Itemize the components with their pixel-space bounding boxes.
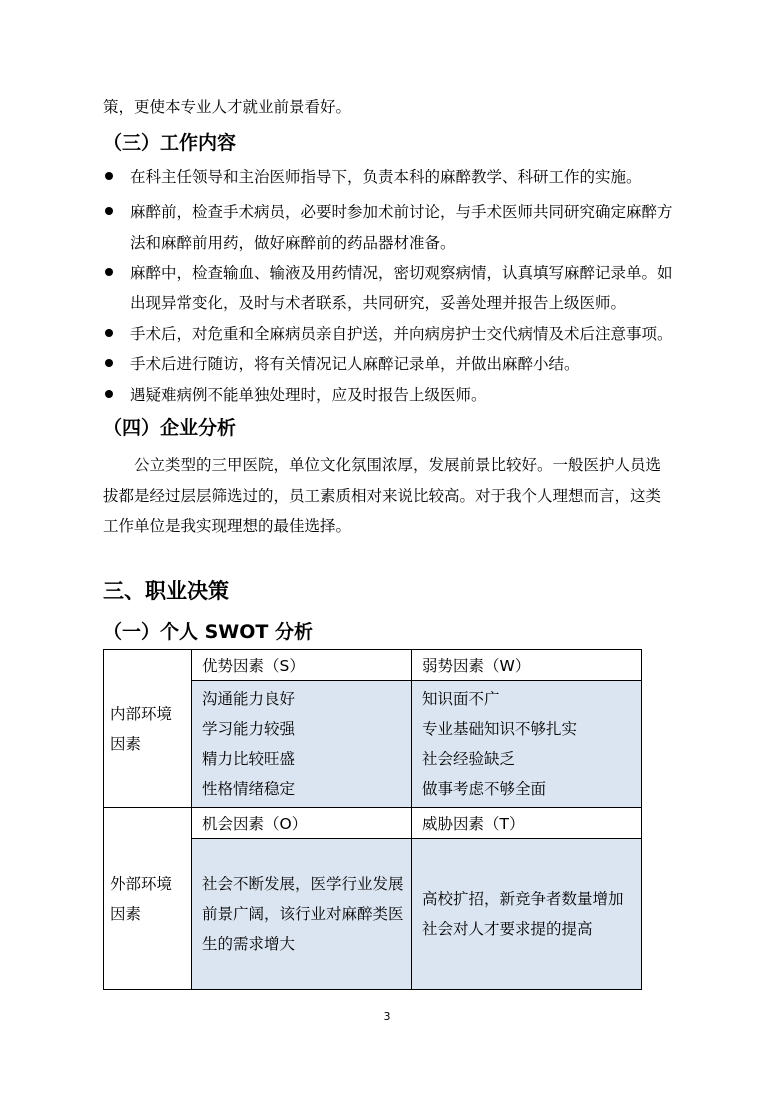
chapter-heading: 三、职业决策 xyxy=(103,579,229,603)
bullet-text-continued: 出现异常变化，及时与术者联系，共同研究，妥善处理并报告上级医师。 xyxy=(130,294,627,312)
bullet-text: 手术后，对危重和全麻病员亲自护送，并向病房护士交代病情及术后注意事项。 xyxy=(130,325,673,343)
strengths-cell xyxy=(192,681,412,808)
intro-line: 策，更使本专业人才就业前景看好。 xyxy=(103,98,352,116)
bullet-text: 麻醉中，检查输血、输液及用药情况，密切观察病情，认真填写麻醉记录单。如 xyxy=(130,264,673,282)
weaknesses-header: 弱势因素（W） xyxy=(412,650,642,681)
paragraph-line: 公立类型的三甲医院，单位文化氛围浓厚，发展前景比较好。一般医护人员选 xyxy=(134,456,662,474)
paragraph-line: 工作单位是我实现理想的最佳选择。 xyxy=(103,517,352,535)
label-line: 因素 xyxy=(110,734,142,753)
weakness-item: 知识面不广 xyxy=(422,690,500,708)
opportunities-cell xyxy=(192,839,412,990)
opportunity-item: 生的需求增大 xyxy=(202,935,296,953)
opportunity-item: 社会不断发展，医学行业发展 xyxy=(202,875,404,893)
bullet-text: 遇疑难病例不能单独处理时，应及时报告上级医师。 xyxy=(130,386,487,404)
threats-cell xyxy=(412,839,642,990)
threats-header: 威胁因素（T） xyxy=(412,808,642,839)
bullet-text: 手术后进行随访，将有关情况记人麻醉记录单，并做出麻醉小结。 xyxy=(130,355,580,373)
bullet-icon xyxy=(105,172,113,180)
weakness-item: 专业基础知识不够扎实 xyxy=(422,720,578,738)
bullet-text: 在科主任领导和主治医师指导下，负责本科的麻醉教学、科研工作的实施。 xyxy=(130,168,642,186)
strength-item: 精力比较旺盛 xyxy=(202,750,296,768)
strength-item: 沟通能力良好 xyxy=(202,690,296,708)
threat-item: 社会对人才要求提的提高 xyxy=(422,920,593,938)
opportunity-item: 前景广阔，该行业对麻醉类医 xyxy=(202,905,404,923)
section-heading-work-content: （三）工作内容 xyxy=(103,132,237,154)
bullet-icon xyxy=(105,390,113,398)
strength-item: 性格情绪稳定 xyxy=(202,780,296,798)
weakness-item: 做事考虑不够全面 xyxy=(422,780,547,798)
bullet-icon xyxy=(105,207,113,215)
swot-table xyxy=(103,649,642,990)
opportunities-header: 机会因素（O） xyxy=(192,808,412,839)
strength-item: 学习能力较强 xyxy=(202,720,296,738)
weakness-item: 社会经验缺乏 xyxy=(422,750,516,768)
threat-item: 高校扩招，新竞争者数量增加 xyxy=(422,890,624,908)
bullet-text-continued: 法和麻醉前用药，做好麻醉前的药品器材准备。 xyxy=(130,234,456,252)
label-line: 因素 xyxy=(110,904,142,923)
bullet-icon xyxy=(105,268,113,276)
bullet-icon xyxy=(105,359,113,367)
weaknesses-cell xyxy=(412,681,642,808)
section-heading-company-analysis: （四）企业分析 xyxy=(103,417,237,439)
bullet-icon xyxy=(105,329,113,337)
strengths-header: 优势因素（S） xyxy=(192,650,412,681)
paragraph-line: 拔都是经过层层筛选过的，员工素质相对来说比较高。对于我个人理想而言，这类 xyxy=(103,487,662,505)
external-factors-label xyxy=(104,808,192,990)
bullet-text: 麻醉前，检查手术病员，必要时参加术前讨论，与手术医师共同研究确定麻醉方 xyxy=(130,203,673,221)
swot-heading: （一）个人 SWOT 分析 xyxy=(103,621,313,643)
page-number: 3 xyxy=(383,1010,391,1023)
internal-factors-label xyxy=(104,650,192,808)
label-line: 外部环境 xyxy=(110,874,173,893)
label-line: 内部环境 xyxy=(110,704,173,723)
